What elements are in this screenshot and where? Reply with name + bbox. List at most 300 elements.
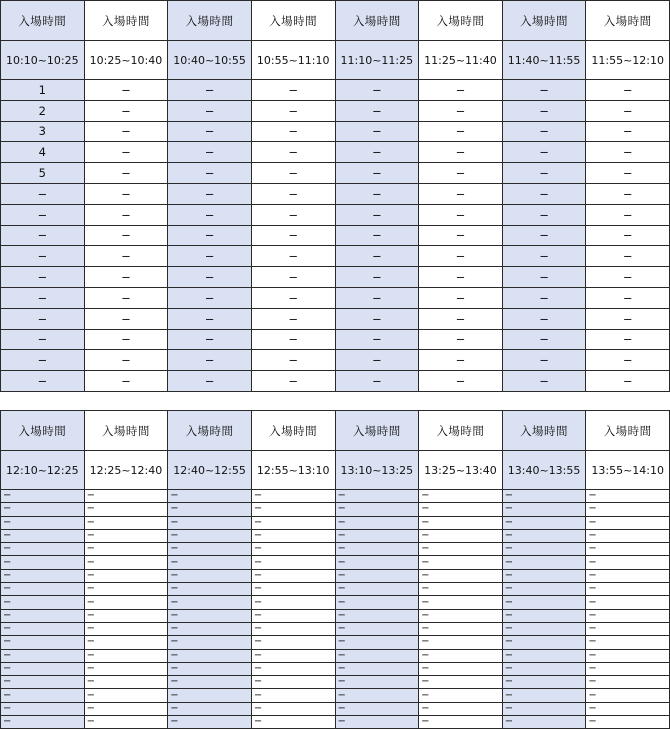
table-cell: − — [84, 183, 168, 204]
table-cell: − — [586, 516, 670, 529]
entry-time-header: 入場時間 — [1, 411, 85, 451]
table-cell: − — [251, 516, 335, 529]
table-cell: − — [586, 225, 670, 246]
table-cell: − — [1, 529, 85, 542]
table-cell: − — [502, 490, 586, 503]
table-cell: − — [502, 225, 586, 246]
table-cell: − — [168, 569, 252, 582]
table-cell: − — [419, 556, 503, 569]
table-cell: − — [1, 543, 85, 556]
table-cell: − — [84, 596, 168, 609]
table-cell: − — [502, 529, 586, 542]
table-cell: − — [1, 716, 85, 729]
table-cell: − — [335, 649, 419, 662]
table-cell: − — [251, 490, 335, 503]
table-cell: − — [335, 490, 419, 503]
table-cell: − — [168, 609, 252, 622]
table-cell: − — [251, 689, 335, 702]
table-cell: − — [335, 583, 419, 596]
entry-time-header: 入場時間 — [251, 411, 335, 451]
table-cell: − — [419, 516, 503, 529]
table-row — [1, 329, 670, 350]
table-cell: − — [586, 676, 670, 689]
table-cell: − — [419, 622, 503, 635]
table-cell: − — [419, 609, 503, 622]
table-cell: − — [84, 649, 168, 662]
table-row — [1, 716, 670, 729]
table-cell: − — [335, 516, 419, 529]
table-cell: − — [335, 503, 419, 516]
table-row — [1, 649, 670, 662]
table-row — [1, 609, 670, 622]
table-cell: − — [502, 350, 586, 371]
table-row — [1, 596, 670, 609]
table-cell: − — [335, 121, 419, 142]
time-slot-cell: 10:25~10:40 — [84, 41, 168, 80]
table-cell: − — [419, 503, 503, 516]
table-cell: − — [586, 529, 670, 542]
table-cell: − — [502, 121, 586, 142]
table-cell: − — [419, 689, 503, 702]
table-cell: − — [168, 142, 252, 163]
table-cell: − — [84, 267, 168, 288]
table-cell: − — [586, 702, 670, 715]
table-cell: − — [251, 371, 335, 392]
table-cell: − — [419, 350, 503, 371]
header-row — [1, 1, 670, 41]
table-cell: − — [84, 543, 168, 556]
table-cell: − — [251, 329, 335, 350]
entry-time-header: 入場時間 — [419, 1, 503, 41]
table-cell: − — [335, 308, 419, 329]
table-cell: − — [251, 350, 335, 371]
table-cell: − — [1, 204, 85, 225]
table-cell: − — [335, 350, 419, 371]
table-cell: − — [586, 716, 670, 729]
time-slot-cell: 12:55~13:10 — [251, 451, 335, 490]
table-cell: − — [502, 543, 586, 556]
table-cell: − — [251, 529, 335, 542]
entry-time-header: 入場時間 — [84, 411, 168, 451]
table-cell: 2 — [1, 100, 85, 121]
table-cell: − — [502, 596, 586, 609]
table-cell: − — [1, 329, 85, 350]
table-cell: − — [168, 490, 252, 503]
table-cell: − — [586, 329, 670, 350]
table-cell: − — [502, 516, 586, 529]
time-slot-cell: 12:40~12:55 — [168, 451, 252, 490]
table-cell: − — [84, 702, 168, 715]
table-cell: − — [168, 636, 252, 649]
table-cell: − — [586, 121, 670, 142]
table-row — [1, 676, 670, 689]
table-cell: − — [335, 183, 419, 204]
table-cell: − — [502, 163, 586, 184]
table-cell: − — [586, 662, 670, 675]
table-cell: − — [168, 583, 252, 596]
table-cell: − — [419, 121, 503, 142]
table-cell: − — [1, 622, 85, 635]
table-cell: − — [335, 371, 419, 392]
table-cell: − — [586, 609, 670, 622]
table-cell: − — [84, 121, 168, 142]
table-cell: − — [335, 204, 419, 225]
table-row — [1, 622, 670, 635]
table-cell: − — [586, 204, 670, 225]
table-cell: − — [586, 543, 670, 556]
table-cell: − — [251, 622, 335, 635]
table-cell: − — [502, 556, 586, 569]
time-slot-cell: 13:25~13:40 — [419, 451, 503, 490]
table-cell: − — [251, 569, 335, 582]
table-cell: − — [335, 80, 419, 101]
table-cell: − — [84, 556, 168, 569]
table-cell: − — [419, 702, 503, 715]
table-cell: 5 — [1, 163, 85, 184]
table-row — [1, 689, 670, 702]
table-cell: − — [168, 308, 252, 329]
table-row — [1, 350, 670, 371]
time-slot-row — [1, 41, 670, 80]
table-cell: − — [586, 267, 670, 288]
table-cell: − — [251, 204, 335, 225]
table-cell: − — [168, 503, 252, 516]
table-cell: − — [1, 609, 85, 622]
table-cell: − — [502, 100, 586, 121]
table-cell: − — [84, 100, 168, 121]
table-cell: − — [419, 308, 503, 329]
table-cell: − — [586, 100, 670, 121]
table-cell: − — [168, 702, 252, 715]
time-slot-cell: 13:55~14:10 — [586, 451, 670, 490]
table-cell: − — [502, 716, 586, 729]
table-cell: − — [335, 716, 419, 729]
table-cell: − — [84, 308, 168, 329]
table-cell: − — [586, 583, 670, 596]
table-cell: − — [502, 204, 586, 225]
table-cell: − — [168, 287, 252, 308]
table-cell: − — [502, 183, 586, 204]
table-cell: − — [502, 689, 586, 702]
table-row — [1, 121, 670, 142]
table-cell: − — [586, 308, 670, 329]
table-cell: − — [419, 543, 503, 556]
table-cell: − — [586, 649, 670, 662]
entry-time-header: 入場時間 — [335, 1, 419, 41]
table-cell: − — [1, 371, 85, 392]
table-cell: − — [168, 716, 252, 729]
table-cell: − — [419, 636, 503, 649]
table-cell: − — [84, 225, 168, 246]
table-cell: − — [1, 583, 85, 596]
table-cell: − — [84, 689, 168, 702]
table-cell: − — [335, 556, 419, 569]
table-cell: − — [419, 649, 503, 662]
table-cell: − — [84, 163, 168, 184]
table-cell: − — [419, 142, 503, 163]
table-cell: − — [335, 225, 419, 246]
table-cell: − — [419, 662, 503, 675]
table-cell: − — [502, 622, 586, 635]
table-cell: − — [586, 371, 670, 392]
table-cell: − — [335, 636, 419, 649]
table-cell: − — [251, 662, 335, 675]
table-cell: − — [502, 246, 586, 267]
table-cell: − — [419, 80, 503, 101]
table-row — [1, 80, 670, 101]
table-cell: − — [335, 529, 419, 542]
table-cell: − — [1, 246, 85, 267]
table-cell: − — [168, 183, 252, 204]
table-cell: − — [1, 350, 85, 371]
table-cell: − — [168, 689, 252, 702]
table-cell: − — [586, 556, 670, 569]
table-cell: − — [84, 662, 168, 675]
table-cell: − — [1, 308, 85, 329]
table-cell: − — [1, 516, 85, 529]
table-cell: − — [586, 142, 670, 163]
table-cell: − — [1, 490, 85, 503]
table-cell: − — [586, 636, 670, 649]
table-cell: − — [1, 676, 85, 689]
table-cell: − — [586, 246, 670, 267]
time-slot-cell: 11:55~12:10 — [586, 41, 670, 80]
table-cell: − — [251, 308, 335, 329]
entry-time-header: 入場時間 — [1, 1, 85, 41]
table-cell: − — [502, 80, 586, 101]
table-cell: − — [168, 246, 252, 267]
table-cell: − — [335, 287, 419, 308]
table-cell: − — [84, 716, 168, 729]
table-cell: − — [251, 100, 335, 121]
table-cell: − — [84, 329, 168, 350]
table-cell: − — [502, 287, 586, 308]
table-cell: − — [251, 183, 335, 204]
table-cell: − — [586, 503, 670, 516]
table-cell: − — [168, 529, 252, 542]
table-cell: − — [586, 183, 670, 204]
table-cell: − — [84, 636, 168, 649]
table-cell: − — [168, 516, 252, 529]
table-cell: − — [251, 267, 335, 288]
time-slot-row — [1, 451, 670, 490]
table-cell: − — [502, 569, 586, 582]
table-cell: − — [419, 204, 503, 225]
table-cell: − — [419, 676, 503, 689]
table-cell: − — [1, 503, 85, 516]
table-cell: − — [84, 516, 168, 529]
table-cell: − — [502, 371, 586, 392]
table-cell: − — [251, 287, 335, 308]
table-cell: − — [419, 246, 503, 267]
table-row — [1, 163, 670, 184]
table-cell: − — [419, 596, 503, 609]
table-cell: − — [335, 702, 419, 715]
time-slot-cell: 11:10~11:25 — [335, 41, 419, 80]
table-cell: − — [168, 556, 252, 569]
table-cell: − — [335, 689, 419, 702]
table-cell: − — [168, 676, 252, 689]
table-cell: − — [335, 543, 419, 556]
time-slot-cell: 11:40~11:55 — [502, 41, 586, 80]
table-cell: − — [502, 676, 586, 689]
table-cell: − — [586, 569, 670, 582]
table-cell: − — [586, 80, 670, 101]
table-cell: − — [251, 583, 335, 596]
table-cell: − — [1, 183, 85, 204]
time-slot-cell: 13:40~13:55 — [502, 451, 586, 490]
table-cell: − — [1, 702, 85, 715]
table-row — [1, 246, 670, 267]
table-cell: − — [84, 676, 168, 689]
table-cell: − — [586, 287, 670, 308]
entry-time-header: 入場時間 — [84, 1, 168, 41]
time-slot-cell: 12:10~12:25 — [1, 451, 85, 490]
table-row — [1, 569, 670, 582]
table-cell: − — [251, 142, 335, 163]
table-cell: − — [502, 583, 586, 596]
entry-time-header: 入場時間 — [502, 1, 586, 41]
time-slot-cell: 10:55~11:10 — [251, 41, 335, 80]
entry-time-header: 入場時間 — [419, 411, 503, 451]
table-row — [1, 702, 670, 715]
table-cell: − — [168, 662, 252, 675]
header-row — [1, 411, 670, 451]
table-cell: − — [419, 529, 503, 542]
table-cell: − — [335, 569, 419, 582]
table-cell: − — [84, 609, 168, 622]
table-cell: − — [335, 142, 419, 163]
table-cell: − — [251, 649, 335, 662]
table-cell: − — [1, 649, 85, 662]
time-slot-cell: 10:40~10:55 — [168, 41, 252, 80]
entry-time-header: 入場時間 — [586, 1, 670, 41]
table-row — [1, 267, 670, 288]
table-row — [1, 142, 670, 163]
table-cell: − — [419, 329, 503, 350]
table-cell: − — [419, 716, 503, 729]
entry-time-header: 入場時間 — [251, 1, 335, 41]
table-cell: − — [84, 287, 168, 308]
table-cell: − — [168, 329, 252, 350]
table-cell: − — [168, 622, 252, 635]
table-cell: − — [335, 596, 419, 609]
time-slot-cell: 12:25~12:40 — [84, 451, 168, 490]
table-row — [1, 371, 670, 392]
table-cell: − — [168, 100, 252, 121]
table-cell: − — [1, 225, 85, 246]
table-row — [1, 543, 670, 556]
table-row — [1, 225, 670, 246]
table-cell: − — [84, 583, 168, 596]
table-cell: − — [419, 225, 503, 246]
time-slot-cell: 13:10~13:25 — [335, 451, 419, 490]
table-cell: − — [586, 490, 670, 503]
table-cell: − — [335, 329, 419, 350]
table-cell: − — [586, 689, 670, 702]
table-cell: − — [586, 163, 670, 184]
table-row — [1, 490, 670, 503]
table-row — [1, 556, 670, 569]
table-cell: − — [84, 80, 168, 101]
table-cell: − — [502, 609, 586, 622]
table-cell: − — [251, 225, 335, 246]
table-cell: − — [168, 163, 252, 184]
entry-time-header: 入場時間 — [586, 411, 670, 451]
table-cell: − — [502, 636, 586, 649]
table-cell: − — [502, 142, 586, 163]
table-cell: − — [251, 702, 335, 715]
table-cell: − — [168, 649, 252, 662]
table-cell: − — [84, 371, 168, 392]
table-cell: − — [586, 350, 670, 371]
table-row — [1, 308, 670, 329]
table-cell: − — [419, 490, 503, 503]
table-cell: − — [251, 676, 335, 689]
table-cell: − — [335, 267, 419, 288]
table-cell: − — [251, 163, 335, 184]
table-cell: − — [419, 583, 503, 596]
table-cell: − — [1, 596, 85, 609]
table-cell: − — [502, 267, 586, 288]
table-cell: − — [1, 287, 85, 308]
table-cell: − — [84, 204, 168, 225]
table-cell: − — [251, 609, 335, 622]
table-cell: − — [335, 676, 419, 689]
table-cell: − — [168, 267, 252, 288]
table-cell: − — [251, 246, 335, 267]
table-cell: − — [251, 556, 335, 569]
schedule-table-afternoon — [0, 410, 670, 729]
table-cell: − — [586, 596, 670, 609]
table-cell: − — [84, 350, 168, 371]
table-cell: − — [335, 609, 419, 622]
table-cell: − — [168, 225, 252, 246]
table-cell: − — [419, 267, 503, 288]
entry-time-header: 入場時間 — [502, 411, 586, 451]
table-cell: − — [251, 503, 335, 516]
table-cell: − — [84, 529, 168, 542]
table-cell: − — [84, 490, 168, 503]
table-row — [1, 662, 670, 675]
time-slot-cell: 10:10~10:25 — [1, 41, 85, 80]
table-cell: − — [1, 662, 85, 675]
table-cell: − — [1, 689, 85, 702]
table-cell: − — [586, 622, 670, 635]
table-cell: 1 — [1, 80, 85, 101]
table-cell: − — [168, 204, 252, 225]
table-cell: − — [419, 287, 503, 308]
table-row — [1, 516, 670, 529]
table-cell: − — [502, 702, 586, 715]
table-cell: − — [502, 329, 586, 350]
table-cell: − — [251, 543, 335, 556]
table-cell: − — [335, 246, 419, 267]
table-cell: − — [84, 622, 168, 635]
table-cell: − — [168, 371, 252, 392]
table-cell: − — [251, 596, 335, 609]
table-cell: − — [419, 183, 503, 204]
table-cell: − — [1, 569, 85, 582]
table-cell: − — [84, 142, 168, 163]
table-cell: − — [251, 636, 335, 649]
table-cell: − — [1, 636, 85, 649]
table-cell: − — [168, 121, 252, 142]
table-cell: − — [1, 267, 85, 288]
table-row — [1, 583, 670, 596]
table-cell: − — [419, 100, 503, 121]
table-cell: − — [251, 80, 335, 101]
